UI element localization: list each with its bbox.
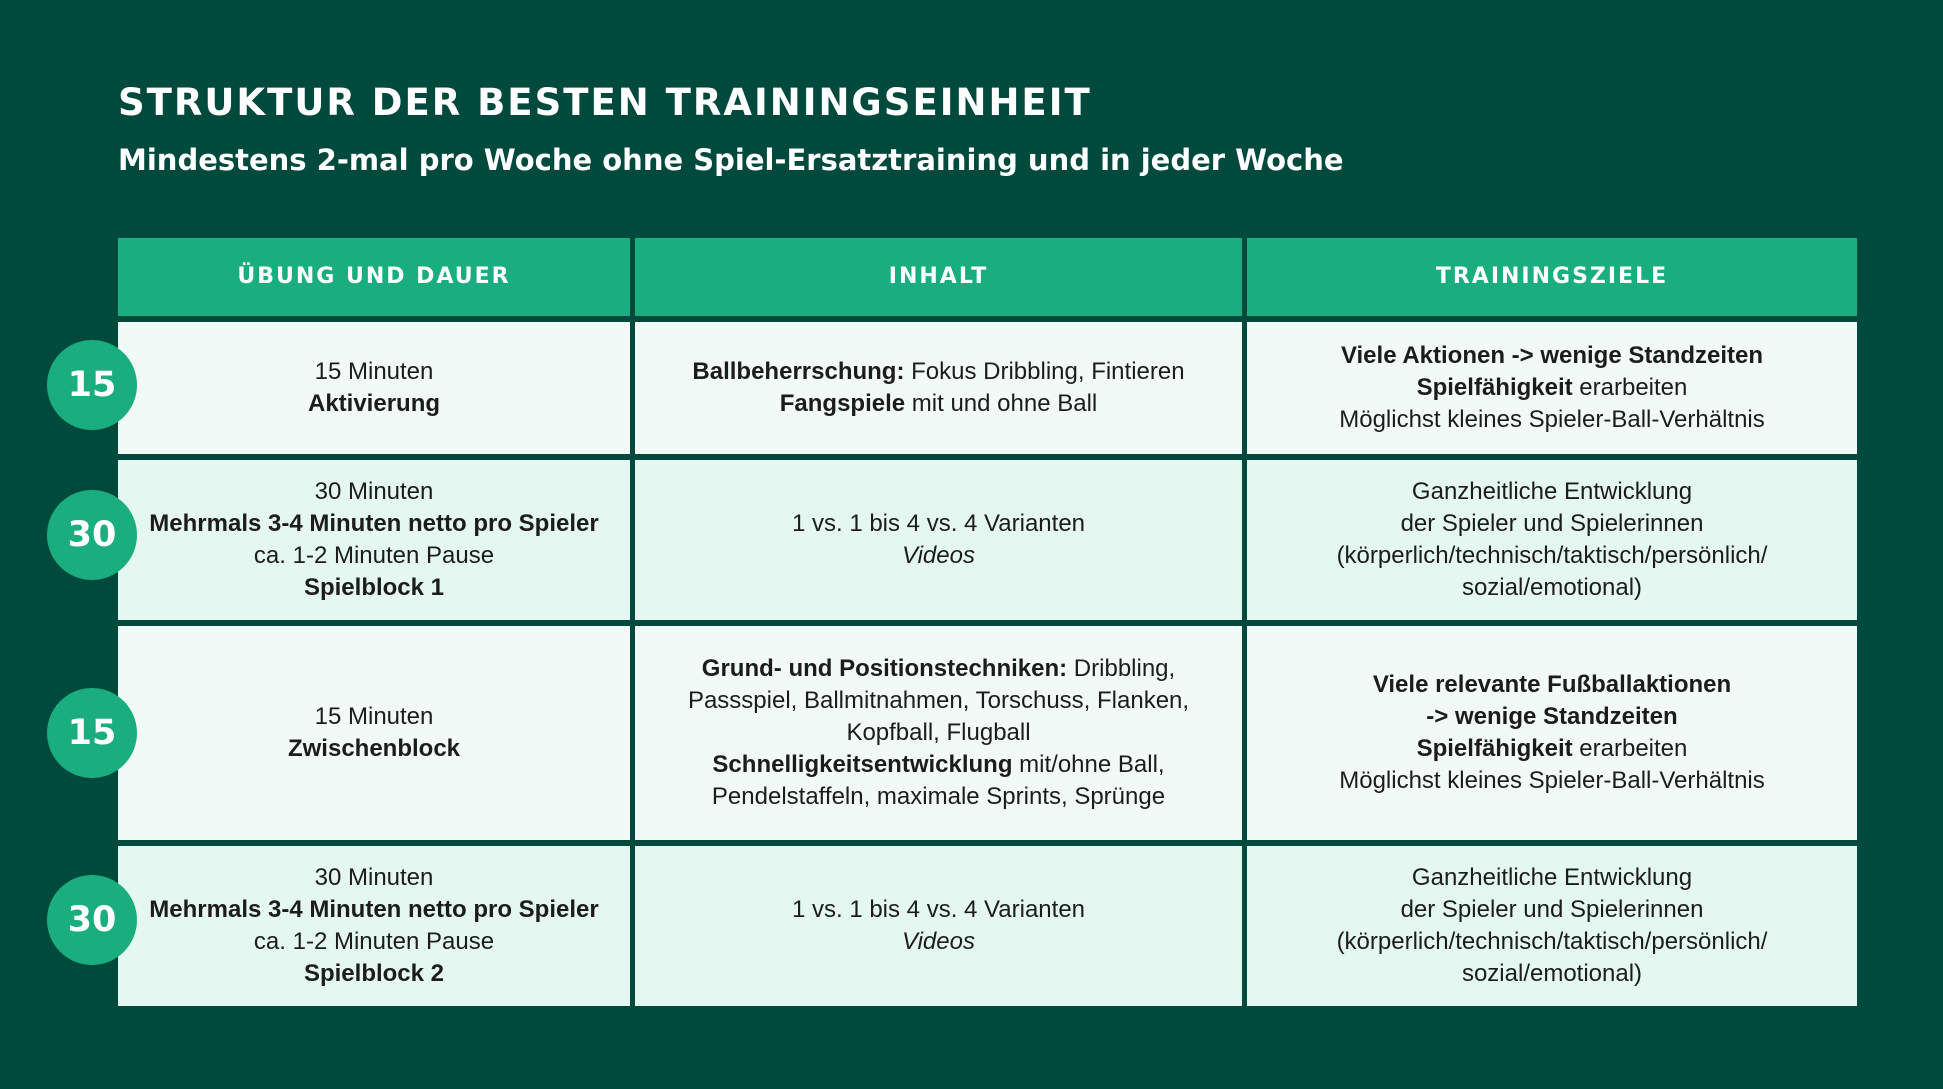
- exercise-cell: [118, 846, 630, 1006]
- content-cell: [635, 846, 1242, 1006]
- content-cell: [635, 626, 1242, 840]
- exercise-name: Aktivierung: [307, 390, 441, 417]
- training-table: [118, 238, 1858, 1012]
- content-text: mit/ohne Ball,: [1012, 751, 1165, 778]
- exercise-pause: ca. 1-2 Minuten Pause: [253, 542, 495, 569]
- goals-text: erarbeiten: [1572, 735, 1688, 762]
- goals-cell: [1247, 460, 1857, 620]
- content-line: Passspiel, Ballmitnahmen, Torschuss, Flanken,: [687, 687, 1190, 714]
- goals-text: erarbeiten: [1572, 374, 1688, 401]
- exercise-cell: [118, 322, 630, 454]
- goals-line: (körperlich/technisch/taktisch/persönlich/: [1336, 542, 1768, 569]
- page-header: [118, 80, 1344, 180]
- goals-line: Möglichst kleines Spieler-Ball-Verhältnis: [1339, 406, 1765, 433]
- content-line: [645, 388, 1232, 420]
- table-row: [118, 846, 1858, 1006]
- content-text: Dribbling,: [1067, 655, 1176, 682]
- exercise-duration: 30 Minuten: [314, 478, 434, 505]
- goals-line: Viele relevante Fußballaktionen: [1372, 671, 1732, 698]
- video-link: Videos: [902, 928, 975, 955]
- exercise-cell: [118, 626, 630, 840]
- page-title: STRUKTUR DER BESTEN TRAININGSEINHEIT: [118, 81, 1092, 124]
- content-cell: [635, 460, 1242, 620]
- content-line: Pendelstaffeln, maximale Sprints, Sprünge: [711, 783, 1166, 810]
- duration-badge: 30: [47, 490, 137, 580]
- goals-line: der Spieler und Spielerinnen: [1400, 510, 1704, 537]
- duration-badge: 15: [47, 688, 137, 778]
- content-line: [645, 540, 1232, 572]
- content-cell: [635, 322, 1242, 454]
- goals-cell: [1247, 626, 1857, 840]
- column-header-goals: TRAININGSZIELE: [1247, 238, 1857, 316]
- content-line: [645, 653, 1232, 685]
- goals-line: Ganzheitliche Entwicklung: [1411, 864, 1693, 891]
- goals-line: [1257, 372, 1847, 404]
- table-row: [118, 322, 1858, 454]
- content-line: Kopfball, Flugball: [846, 719, 1031, 746]
- goals-line: [1257, 733, 1847, 765]
- content-line: 1 vs. 1 bis 4 vs. 4 Varianten: [791, 896, 1086, 923]
- goals-line: sozial/emotional): [1461, 960, 1643, 987]
- exercise-duration: 30 Minuten: [314, 864, 434, 891]
- content-line: [645, 749, 1232, 781]
- table-header-row: [118, 238, 1858, 316]
- content-bold: Schnelligkeitsentwicklung: [712, 751, 1013, 778]
- duration-badge: 15: [47, 340, 137, 430]
- exercise-pause: ca. 1-2 Minuten Pause: [253, 928, 495, 955]
- goals-cell: [1247, 846, 1857, 1006]
- content-bold: Ballbeherrschung:: [692, 358, 905, 385]
- content-bold: Fangspiele: [779, 390, 906, 417]
- goals-line: der Spieler und Spielerinnen: [1400, 896, 1704, 923]
- content-line: [645, 356, 1232, 388]
- goals-bold: Spielfähigkeit: [1416, 735, 1573, 762]
- exercise-detail: Mehrmals 3-4 Minuten netto pro Spieler: [149, 896, 599, 923]
- exercise-name: Spielblock 1: [303, 574, 445, 601]
- video-link: Videos: [902, 542, 975, 569]
- content-line: [645, 926, 1232, 958]
- goals-line: -> wenige Standzeiten: [1426, 703, 1678, 730]
- exercise-name: Zwischenblock: [287, 735, 461, 762]
- exercise-duration: 15 Minuten: [314, 703, 434, 730]
- exercise-cell: [118, 460, 630, 620]
- table-row: [118, 460, 1858, 620]
- exercise-name: Spielblock 2: [303, 960, 445, 987]
- goals-line: Viele Aktionen -> wenige Standzeiten: [1340, 342, 1764, 369]
- column-header-exercise: ÜBUNG UND DAUER: [118, 238, 630, 316]
- exercise-detail: Mehrmals 3-4 Minuten netto pro Spieler: [149, 510, 599, 537]
- table-row: [118, 626, 1858, 840]
- column-header-content: INHALT: [635, 238, 1242, 316]
- exercise-duration: 15 Minuten: [314, 358, 434, 385]
- goals-line: Ganzheitliche Entwicklung: [1411, 478, 1693, 505]
- content-bold: Grund- und Positionstechniken:: [701, 655, 1068, 682]
- content-line: 1 vs. 1 bis 4 vs. 4 Varianten: [791, 510, 1086, 537]
- goals-line: (körperlich/technisch/taktisch/persönlich/: [1336, 928, 1768, 955]
- duration-badge: 30: [47, 875, 137, 965]
- goals-bold: Spielfähigkeit: [1416, 374, 1573, 401]
- goals-line: Möglichst kleines Spieler-Ball-Verhältnis: [1339, 767, 1765, 794]
- content-text: mit und ohne Ball: [905, 390, 1098, 417]
- goals-cell: [1247, 322, 1857, 454]
- goals-line: sozial/emotional): [1461, 574, 1643, 601]
- content-text: Fokus Dribbling, Fintieren: [904, 358, 1185, 385]
- page-subtitle: Mindestens 2-mal pro Woche ohne Spiel-Ersatztraining und in jeder Woche: [118, 143, 1344, 177]
